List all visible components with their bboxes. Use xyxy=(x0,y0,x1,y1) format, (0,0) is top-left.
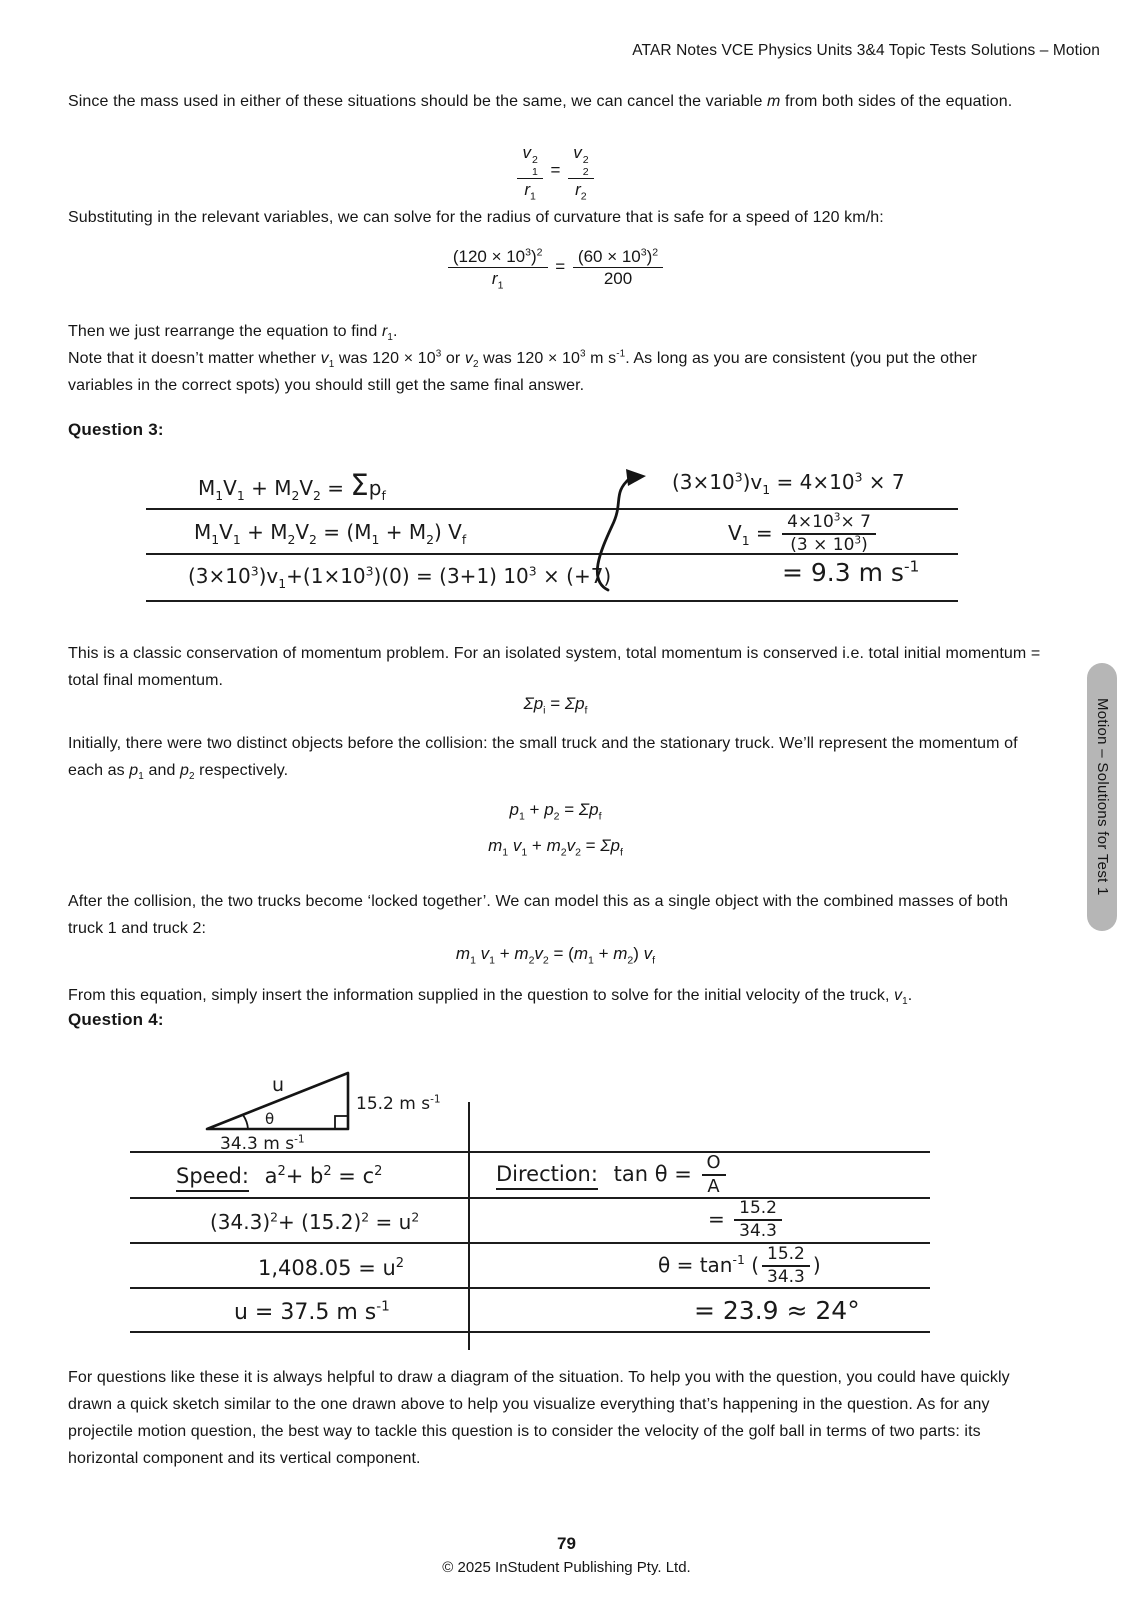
triangle-angle-label: θ xyxy=(265,1110,275,1128)
equation-velocity-ratio: v 2 1 $r_1$ = v 2 2 $r_2$ xyxy=(68,142,1043,200)
triangle-hypotenuse-label: u xyxy=(272,1074,285,1096)
equation-p1-plus-p2: $p_1 + p_2 = \Sigma p_f$ xyxy=(509,800,602,823)
speed-step-1: $(34.3)^2+ (15.2)^2 = u^2$ xyxy=(210,1209,420,1234)
speed-label: Speed: xyxy=(176,1164,249,1192)
question-3-working xyxy=(68,460,1043,632)
direction-formula: tan θ = $\frac{O}{A}$ xyxy=(607,1162,729,1186)
paragraph-diagram-advice: For questions like these it is always helpful to draw a diagram of the situation. To help you with the question, you could have quickly drawn a quick sketch similar to the one drawn above to help you visualize everything that’s happening in the question. As for any projectile motion question, the best way to tackle this question is to consider the velocity of the golf ball in terms of two parts: its horizontal component and its vertical component. xyxy=(68,1369,1010,1467)
direction-step-2: $\theta = \tan^{-1}$ ( $\frac{15.2}{34.3}$ ) xyxy=(658,1244,821,1288)
question-4-heading: Question 4: xyxy=(68,1010,164,1029)
speed-formula: $a^2+ b^2 = c^2$ xyxy=(257,1164,383,1188)
direction-answer: = 23.9 ≈ 24° xyxy=(694,1296,860,1325)
triangle-vertical-side-label: 15.2 m $s^{-1}$ xyxy=(356,1093,441,1114)
direction-heading-line xyxy=(496,1152,729,1199)
equation-sum-initial-final: $\Sigma p_i = \Sigma p_f$ xyxy=(523,694,588,717)
q3-step-1-right: $(3\times 10^3)v_1 = 4\times 10^3 \times 7$ xyxy=(672,469,905,497)
paragraph-mass-cancel: Since the mass used in either of these situations should be the same, we can cancel the variable m from both sides of the equation. xyxy=(68,93,1013,110)
page-number: 79 xyxy=(557,1534,576,1553)
line-rearrange: Then we just rearrange the equation to find $r_1$. xyxy=(68,323,398,344)
paragraph-insert-info: From this equation, simply insert the information supplied in the question to solve for the initial velocity of the truck, $v_1$. xyxy=(68,987,913,1008)
column-divider xyxy=(468,1102,470,1350)
paragraph-substituting: Substituting in the relevant variables, we can solve for the radius of curvature that is safe for a speed of 120 km/h: xyxy=(68,209,884,226)
ruled-line xyxy=(130,1331,930,1333)
question-4-working xyxy=(68,1040,1043,1360)
side-tab-motion-solutions: Motion – Solutions for Test 1 xyxy=(1087,663,1117,931)
hand-drawn-arrow-icon xyxy=(588,466,684,598)
copyright-notice: © 2025 InStudent Publishing Pty. Ltd. xyxy=(442,1559,691,1576)
paragraph-momentum-intro: This is a classic conservation of momentum problem. For an isolated system, total momentum is conserved i.e. total initial momentum = total final momentum. xyxy=(68,645,1041,689)
direction-label: Direction: xyxy=(496,1162,598,1190)
paragraph-rearrange-note xyxy=(68,318,1043,399)
question-3-heading: Question 3: xyxy=(68,420,164,439)
speed-heading-line xyxy=(176,1164,382,1192)
speed-answer: u = 37.5 m $s^{-1}$ xyxy=(234,1298,390,1325)
triangle-horizontal-side-label: 34.3 m $s^{-1}$ xyxy=(220,1133,305,1154)
q3-step-2-left: $M_1V_1 + M_2V_2 = (M_1 + M_2)$ $V_f$ xyxy=(194,520,467,547)
speed-step-2: $1,408.05 = u^2$ xyxy=(258,1256,405,1280)
direction-step-1: = $\frac{15.2}{34.3}$ xyxy=(708,1198,785,1243)
ruled-line xyxy=(146,508,958,510)
equation-m1v1-m2v2: $m_1$ $v_1 + m_2v_2 = \Sigma p_f$ xyxy=(488,836,623,859)
equation-substituted-values: $\frac{(120 \times 10^3)^2}{r_1}$ = $\frac{(60 \times 10^3)^2}{200}$ xyxy=(68,246,1043,290)
q3-step-1-left: $M_1V_1 + M_2V_2 = \Sigma p_f$ xyxy=(198,468,386,503)
paragraph-two-objects: Initially, there were two distinct objects before the collision: the small truck and the stationary truck. We’ll represent the momentum of each as $p_1$ and $p_2$ respectively. xyxy=(68,735,1018,783)
q3-step-3-left: $(3\times 10^3)v_1+(1\times 10^3)(0) = (3+1) 10^3 \times (+7)$ xyxy=(188,563,612,591)
paragraph-locked-together: After the collision, the two trucks become ‘locked together’. We can model this as a single object with the combined masses of both truck 1 and truck 2: xyxy=(68,893,1009,937)
page-header: ATAR Notes VCE Physics Units 3&4 Topic Tests Solutions – Motion xyxy=(632,42,1100,59)
ruled-line xyxy=(146,600,958,602)
q3-final-answer: = 9.3 m $s^{-1}$ xyxy=(782,557,920,587)
equation-combined-mass: $m_1$ $v_1 + m_2v_2 = (m_1 + m_2)$ $v_f$ xyxy=(455,944,656,967)
q3-step-2-right: $V_1$ = $\frac{4\times 10^3\times 7}{(3 \times 10^3)}$ xyxy=(728,512,879,557)
line-note-consistency: Note that it doesn’t matter whether $v_1$ was $120 \times 10^3$ or $v_2$ was $120 \times 10^3$ m $s^{-1}$. As long as you are consistent (you put the other variables in the correct spots) you should still get the same final answer. xyxy=(68,348,978,394)
